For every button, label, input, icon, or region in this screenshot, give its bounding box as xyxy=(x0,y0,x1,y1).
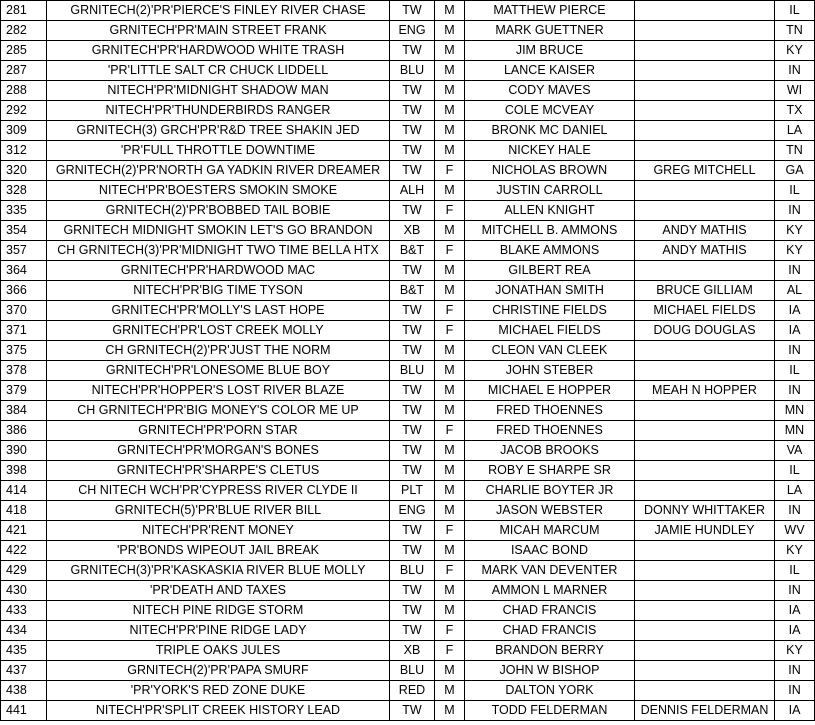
state-cell: IA xyxy=(775,601,815,621)
entry-number-cell: 421 xyxy=(1,521,47,541)
state-cell: WV xyxy=(775,521,815,541)
dog-name-cell: CH GRNITECH'PR'BIG MONEY'S COLOR ME UP xyxy=(47,401,390,421)
co-owner-cell xyxy=(635,1,775,21)
breed-cell: ENG xyxy=(390,501,435,521)
state-cell: TN xyxy=(775,21,815,41)
state-cell: KY xyxy=(775,41,815,61)
owner-cell: MARK GUETTNER xyxy=(465,21,635,41)
entry-number-cell: 378 xyxy=(1,361,47,381)
state-cell: IN xyxy=(775,661,815,681)
dog-name-cell: 'PR'LITTLE SALT CR CHUCK LIDDELL xyxy=(47,61,390,81)
table-row xyxy=(1,101,815,121)
breed-cell: TW xyxy=(390,1,435,21)
dog-name-cell: GRNITECH(2)'PR'NORTH GA YADKIN RIVER DREAMER xyxy=(47,161,390,181)
breed-cell: RED xyxy=(390,681,435,701)
dog-name-cell: GRNITECH'PR'MOLLY'S LAST HOPE xyxy=(47,301,390,321)
owner-cell: LANCE KAISER xyxy=(465,61,635,81)
entry-number-cell: 282 xyxy=(1,21,47,41)
entry-number-cell: 364 xyxy=(1,261,47,281)
dog-name-cell: 'PR'FULL THROTTLE DOWNTIME xyxy=(47,141,390,161)
table-row xyxy=(1,81,815,101)
breed-cell: TW xyxy=(390,101,435,121)
dog-name-cell: GRNITECH'PR'MAIN STREET FRANK xyxy=(47,21,390,41)
state-cell: IN xyxy=(775,581,815,601)
co-owner-cell xyxy=(635,441,775,461)
dog-name-cell: NITECH PINE RIDGE STORM xyxy=(47,601,390,621)
breed-cell: TW xyxy=(390,41,435,61)
breed-cell: TW xyxy=(390,301,435,321)
breed-cell: BLU xyxy=(390,361,435,381)
breed-cell: TW xyxy=(390,261,435,281)
owner-cell: JOHN W BISHOP xyxy=(465,661,635,681)
table-row xyxy=(1,421,815,441)
entry-number-cell: 386 xyxy=(1,421,47,441)
sex-cell: M xyxy=(435,501,465,521)
breed-cell: TW xyxy=(390,81,435,101)
entry-number-cell: 288 xyxy=(1,81,47,101)
sex-cell: M xyxy=(435,341,465,361)
dog-name-cell: GRNITECH'PR'PORN STAR xyxy=(47,421,390,441)
sex-cell: F xyxy=(435,161,465,181)
owner-cell: ROBY E SHARPE SR xyxy=(465,461,635,481)
breed-cell: TW xyxy=(390,161,435,181)
owner-cell: CODY MAVES xyxy=(465,81,635,101)
state-cell: MN xyxy=(775,421,815,441)
dog-name-cell: 'PR'DEATH AND TAXES xyxy=(47,581,390,601)
entry-number-cell: 390 xyxy=(1,441,47,461)
sex-cell: M xyxy=(435,281,465,301)
state-cell: LA xyxy=(775,121,815,141)
co-owner-cell xyxy=(635,121,775,141)
owner-cell: BRONK MC DANIEL xyxy=(465,121,635,141)
state-cell: IN xyxy=(775,501,815,521)
sex-cell: M xyxy=(435,61,465,81)
breed-cell: TW xyxy=(390,701,435,721)
owner-cell: FRED THOENNES xyxy=(465,421,635,441)
breed-cell: TW xyxy=(390,581,435,601)
table-row xyxy=(1,401,815,421)
breed-cell: B&T xyxy=(390,281,435,301)
co-owner-cell: MICHAEL FIELDS xyxy=(635,301,775,321)
breed-cell: TW xyxy=(390,601,435,621)
sex-cell: M xyxy=(435,401,465,421)
state-cell: IL xyxy=(775,361,815,381)
state-cell: IN xyxy=(775,681,815,701)
sex-cell: F xyxy=(435,321,465,341)
table-row xyxy=(1,581,815,601)
entry-number-cell: 430 xyxy=(1,581,47,601)
entry-number-cell: 287 xyxy=(1,61,47,81)
breed-cell: BLU xyxy=(390,61,435,81)
sex-cell: M xyxy=(435,141,465,161)
entry-number-cell: 335 xyxy=(1,201,47,221)
sex-cell: F xyxy=(435,201,465,221)
sex-cell: M xyxy=(435,121,465,141)
co-owner-cell: MEAH N HOPPER xyxy=(635,381,775,401)
dog-name-cell: GRNITECH'PR'LONESOME BLUE BOY xyxy=(47,361,390,381)
sex-cell: M xyxy=(435,601,465,621)
owner-cell: ISAAC BOND xyxy=(465,541,635,561)
sex-cell: M xyxy=(435,381,465,401)
co-owner-cell xyxy=(635,661,775,681)
owner-cell: JUSTIN CARROLL xyxy=(465,181,635,201)
breed-cell: ENG xyxy=(390,21,435,41)
state-cell: IL xyxy=(775,461,815,481)
state-cell: VA xyxy=(775,441,815,461)
dog-name-cell: GRNITECH(3)'PR'KASKASKIA RIVER BLUE MOLLY xyxy=(47,561,390,581)
sex-cell: M xyxy=(435,1,465,21)
table-row xyxy=(1,661,815,681)
state-cell: KY xyxy=(775,221,815,241)
table-row xyxy=(1,681,815,701)
owner-cell: ALLEN KNIGHT xyxy=(465,201,635,221)
entry-number-cell: 371 xyxy=(1,321,47,341)
owner-cell: JASON WEBSTER xyxy=(465,501,635,521)
entry-number-cell: 309 xyxy=(1,121,47,141)
table-row xyxy=(1,201,815,221)
table-row xyxy=(1,121,815,141)
table-row xyxy=(1,321,815,341)
entry-number-cell: 379 xyxy=(1,381,47,401)
breed-cell: TW xyxy=(390,201,435,221)
dog-name-cell: GRNITECH(2)'PR'PIERCE'S FINLEY RIVER CHASE xyxy=(47,1,390,21)
entry-number-cell: 398 xyxy=(1,461,47,481)
sex-cell: M xyxy=(435,701,465,721)
co-owner-cell: ANDY MATHIS xyxy=(635,241,775,261)
sex-cell: F xyxy=(435,621,465,641)
table-row xyxy=(1,61,815,81)
sex-cell: M xyxy=(435,661,465,681)
state-cell: GA xyxy=(775,161,815,181)
co-owner-cell xyxy=(635,461,775,481)
sex-cell: M xyxy=(435,681,465,701)
entry-number-cell: 357 xyxy=(1,241,47,261)
table-row xyxy=(1,161,815,181)
co-owner-cell xyxy=(635,581,775,601)
owner-cell: MICAH MARCUM xyxy=(465,521,635,541)
dog-name-cell: NITECH'PR'SPLIT CREEK HISTORY LEAD xyxy=(47,701,390,721)
owner-cell: COLE MCVEAY xyxy=(465,101,635,121)
breed-cell: TW xyxy=(390,521,435,541)
sex-cell: M xyxy=(435,261,465,281)
table-row xyxy=(1,381,815,401)
sex-cell: M xyxy=(435,41,465,61)
co-owner-cell: GREG MITCHELL xyxy=(635,161,775,181)
owner-cell: MICHAEL FIELDS xyxy=(465,321,635,341)
state-cell: IN xyxy=(775,261,815,281)
state-cell: IN xyxy=(775,201,815,221)
entry-number-cell: 320 xyxy=(1,161,47,181)
breed-cell: TW xyxy=(390,421,435,441)
entry-number-cell: 281 xyxy=(1,1,47,21)
entry-number-cell: 434 xyxy=(1,621,47,641)
breed-cell: BLU xyxy=(390,661,435,681)
table-row xyxy=(1,281,815,301)
owner-cell: CHARLIE BOYTER JR xyxy=(465,481,635,501)
state-cell: AL xyxy=(775,281,815,301)
entry-number-cell: 354 xyxy=(1,221,47,241)
owner-cell: JIM BRUCE xyxy=(465,41,635,61)
co-owner-cell xyxy=(635,21,775,41)
co-owner-cell: DONNY WHITTAKER xyxy=(635,501,775,521)
entry-number-cell: 433 xyxy=(1,601,47,621)
owner-cell: FRED THOENNES xyxy=(465,401,635,421)
sex-cell: M xyxy=(435,21,465,41)
sex-cell: F xyxy=(435,521,465,541)
dog-name-cell: NITECH'PR'MIDNIGHT SHADOW MAN xyxy=(47,81,390,101)
table-row xyxy=(1,441,815,461)
owner-cell: AMMON L MARNER xyxy=(465,581,635,601)
breed-cell: TW xyxy=(390,141,435,161)
owner-cell: JACOB BROOKS xyxy=(465,441,635,461)
state-cell: IA xyxy=(775,701,815,721)
breed-cell: TW xyxy=(390,461,435,481)
co-owner-cell xyxy=(635,361,775,381)
owner-cell: BLAKE AMMONS xyxy=(465,241,635,261)
owner-cell: MARK VAN DEVENTER xyxy=(465,561,635,581)
owner-cell: MICHAEL E HOPPER xyxy=(465,381,635,401)
owner-cell: JOHN STEBER xyxy=(465,361,635,381)
table-row xyxy=(1,561,815,581)
co-owner-cell xyxy=(635,601,775,621)
table-row xyxy=(1,521,815,541)
co-owner-cell xyxy=(635,621,775,641)
table-row xyxy=(1,501,815,521)
state-cell: IN xyxy=(775,341,815,361)
table-body xyxy=(1,1,815,721)
state-cell: TX xyxy=(775,101,815,121)
owner-cell: CLEON VAN CLEEK xyxy=(465,341,635,361)
dog-name-cell: GRNITECH(3) GRCH'PR'R&D TREE SHAKIN JED xyxy=(47,121,390,141)
owner-cell: DALTON YORK xyxy=(465,681,635,701)
entry-number-cell: 292 xyxy=(1,101,47,121)
entry-number-cell: 414 xyxy=(1,481,47,501)
dog-name-cell: GRNITECH(5)'PR'BLUE RIVER BILL xyxy=(47,501,390,521)
table-row xyxy=(1,481,815,501)
table-row xyxy=(1,461,815,481)
breed-cell: ALH xyxy=(390,181,435,201)
dog-name-cell: NITECH'PR'RENT MONEY xyxy=(47,521,390,541)
state-cell: KY xyxy=(775,541,815,561)
sex-cell: F xyxy=(435,301,465,321)
state-cell: WI xyxy=(775,81,815,101)
dog-name-cell: NITECH'PR'BOESTERS SMOKIN SMOKE xyxy=(47,181,390,201)
table-row xyxy=(1,641,815,661)
co-owner-cell xyxy=(635,541,775,561)
co-owner-cell xyxy=(635,61,775,81)
table-row xyxy=(1,141,815,161)
table-row xyxy=(1,21,815,41)
state-cell: TN xyxy=(775,141,815,161)
sex-cell: F xyxy=(435,421,465,441)
table-row xyxy=(1,541,815,561)
sex-cell: F xyxy=(435,241,465,261)
state-cell: IL xyxy=(775,181,815,201)
co-owner-cell: ANDY MATHIS xyxy=(635,221,775,241)
state-cell: LA xyxy=(775,481,815,501)
co-owner-cell xyxy=(635,261,775,281)
table-row xyxy=(1,601,815,621)
co-owner-cell xyxy=(635,141,775,161)
dog-name-cell: CH NITECH WCH'PR'CYPRESS RIVER CLYDE II xyxy=(47,481,390,501)
dog-name-cell: 'PR'BONDS WIPEOUT JAIL BREAK xyxy=(47,541,390,561)
entry-number-cell: 438 xyxy=(1,681,47,701)
entry-number-cell: 285 xyxy=(1,41,47,61)
state-cell: MN xyxy=(775,401,815,421)
dog-name-cell: GRNITECH(2)'PR'BOBBED TAIL BOBIE xyxy=(47,201,390,221)
co-owner-cell xyxy=(635,81,775,101)
co-owner-cell xyxy=(635,481,775,501)
sex-cell: M xyxy=(435,361,465,381)
breed-cell: XB xyxy=(390,641,435,661)
co-owner-cell xyxy=(635,101,775,121)
breed-cell: TW xyxy=(390,341,435,361)
owner-cell: MATTHEW PIERCE xyxy=(465,1,635,21)
co-owner-cell: DOUG DOUGLAS xyxy=(635,321,775,341)
breed-cell: TW xyxy=(390,401,435,421)
table-row xyxy=(1,241,815,261)
breed-cell: XB xyxy=(390,221,435,241)
state-cell: KY xyxy=(775,241,815,261)
state-cell: IA xyxy=(775,621,815,641)
dog-name-cell: CH GRNITECH(2)'PR'JUST THE NORM xyxy=(47,341,390,361)
dog-name-cell: NITECH'PR'BIG TIME TYSON xyxy=(47,281,390,301)
owner-cell: CHRISTINE FIELDS xyxy=(465,301,635,321)
breed-cell: TW xyxy=(390,121,435,141)
owner-cell: BRANDON BERRY xyxy=(465,641,635,661)
dog-name-cell: GRNITECH MIDNIGHT SMOKIN LET'S GO BRANDON xyxy=(47,221,390,241)
breed-cell: TW xyxy=(390,381,435,401)
entry-number-cell: 435 xyxy=(1,641,47,661)
dog-name-cell: NITECH'PR'PINE RIDGE LADY xyxy=(47,621,390,641)
entry-number-cell: 366 xyxy=(1,281,47,301)
dog-name-cell: GRNITECH'PR'HARDWOOD MAC xyxy=(47,261,390,281)
dog-name-cell: GRNITECH'PR'MORGAN'S BONES xyxy=(47,441,390,461)
dog-name-cell: GRNITECH'PR'LOST CREEK MOLLY xyxy=(47,321,390,341)
co-owner-cell xyxy=(635,421,775,441)
table-row xyxy=(1,41,815,61)
breed-cell: B&T xyxy=(390,241,435,261)
table-row xyxy=(1,221,815,241)
entry-number-cell: 422 xyxy=(1,541,47,561)
entry-number-cell: 375 xyxy=(1,341,47,361)
dog-name-cell: NITECH'PR'HOPPER'S LOST RIVER BLAZE xyxy=(47,381,390,401)
breed-cell: TW xyxy=(390,441,435,461)
owner-cell: CHAD FRANCIS xyxy=(465,601,635,621)
entry-number-cell: 441 xyxy=(1,701,47,721)
co-owner-cell xyxy=(635,561,775,581)
dog-name-cell: GRNITECH'PR'HARDWOOD WHITE TRASH xyxy=(47,41,390,61)
sex-cell: F xyxy=(435,561,465,581)
state-cell: IL xyxy=(775,1,815,21)
sex-cell: M xyxy=(435,181,465,201)
sex-cell: M xyxy=(435,581,465,601)
owner-cell: TODD FELDERMAN xyxy=(465,701,635,721)
table-row xyxy=(1,261,815,281)
state-cell: IL xyxy=(775,561,815,581)
sex-cell: M xyxy=(435,541,465,561)
dog-name-cell: GRNITECH(2)'PR'PAPA SMURF xyxy=(47,661,390,681)
owner-cell: JONATHAN SMITH xyxy=(465,281,635,301)
sex-cell: M xyxy=(435,461,465,481)
breed-cell: TW xyxy=(390,541,435,561)
owner-cell: GILBERT REA xyxy=(465,261,635,281)
co-owner-cell: DENNIS FELDERMAN xyxy=(635,701,775,721)
breed-cell: BLU xyxy=(390,561,435,581)
sex-cell: M xyxy=(435,481,465,501)
sex-cell: M xyxy=(435,441,465,461)
owner-cell: MITCHELL B. AMMONS xyxy=(465,221,635,241)
state-cell: KY xyxy=(775,641,815,661)
table-row xyxy=(1,701,815,721)
co-owner-cell xyxy=(635,201,775,221)
co-owner-cell xyxy=(635,401,775,421)
dog-name-cell: 'PR'YORK'S RED ZONE DUKE xyxy=(47,681,390,701)
table-row xyxy=(1,181,815,201)
dog-name-cell: TRIPLE OAKS JULES xyxy=(47,641,390,661)
sex-cell: F xyxy=(435,641,465,661)
co-owner-cell: BRUCE GILLIAM xyxy=(635,281,775,301)
dog-name-cell: NITECH'PR'THUNDERBIRDS RANGER xyxy=(47,101,390,121)
entry-number-cell: 418 xyxy=(1,501,47,521)
state-cell: IA xyxy=(775,301,815,321)
co-owner-cell xyxy=(635,681,775,701)
sex-cell: M xyxy=(435,81,465,101)
entry-number-cell: 312 xyxy=(1,141,47,161)
co-owner-cell xyxy=(635,341,775,361)
co-owner-cell xyxy=(635,181,775,201)
owner-cell: CHAD FRANCIS xyxy=(465,621,635,641)
sex-cell: M xyxy=(435,101,465,121)
entry-number-cell: 328 xyxy=(1,181,47,201)
entry-number-cell: 437 xyxy=(1,661,47,681)
owner-cell: NICKEY HALE xyxy=(465,141,635,161)
table-row xyxy=(1,361,815,381)
owner-cell: NICHOLAS BROWN xyxy=(465,161,635,181)
table-row xyxy=(1,1,815,21)
breed-cell: PLT xyxy=(390,481,435,501)
state-cell: IA xyxy=(775,321,815,341)
state-cell: IN xyxy=(775,381,815,401)
state-cell: IN xyxy=(775,61,815,81)
breed-cell: TW xyxy=(390,321,435,341)
co-owner-cell xyxy=(635,641,775,661)
table-row xyxy=(1,301,815,321)
co-owner-cell xyxy=(635,41,775,61)
table-row xyxy=(1,621,815,641)
breed-cell: TW xyxy=(390,621,435,641)
co-owner-cell: JAMIE HUNDLEY xyxy=(635,521,775,541)
entry-number-cell: 429 xyxy=(1,561,47,581)
dog-name-cell: GRNITECH'PR'SHARPE'S CLETUS xyxy=(47,461,390,481)
entry-number-cell: 384 xyxy=(1,401,47,421)
entry-number-cell: 370 xyxy=(1,301,47,321)
dog-name-cell: CH GRNITECH(3)'PR'MIDNIGHT TWO TIME BELLA HTX xyxy=(47,241,390,261)
sex-cell: M xyxy=(435,221,465,241)
table-row xyxy=(1,341,815,361)
